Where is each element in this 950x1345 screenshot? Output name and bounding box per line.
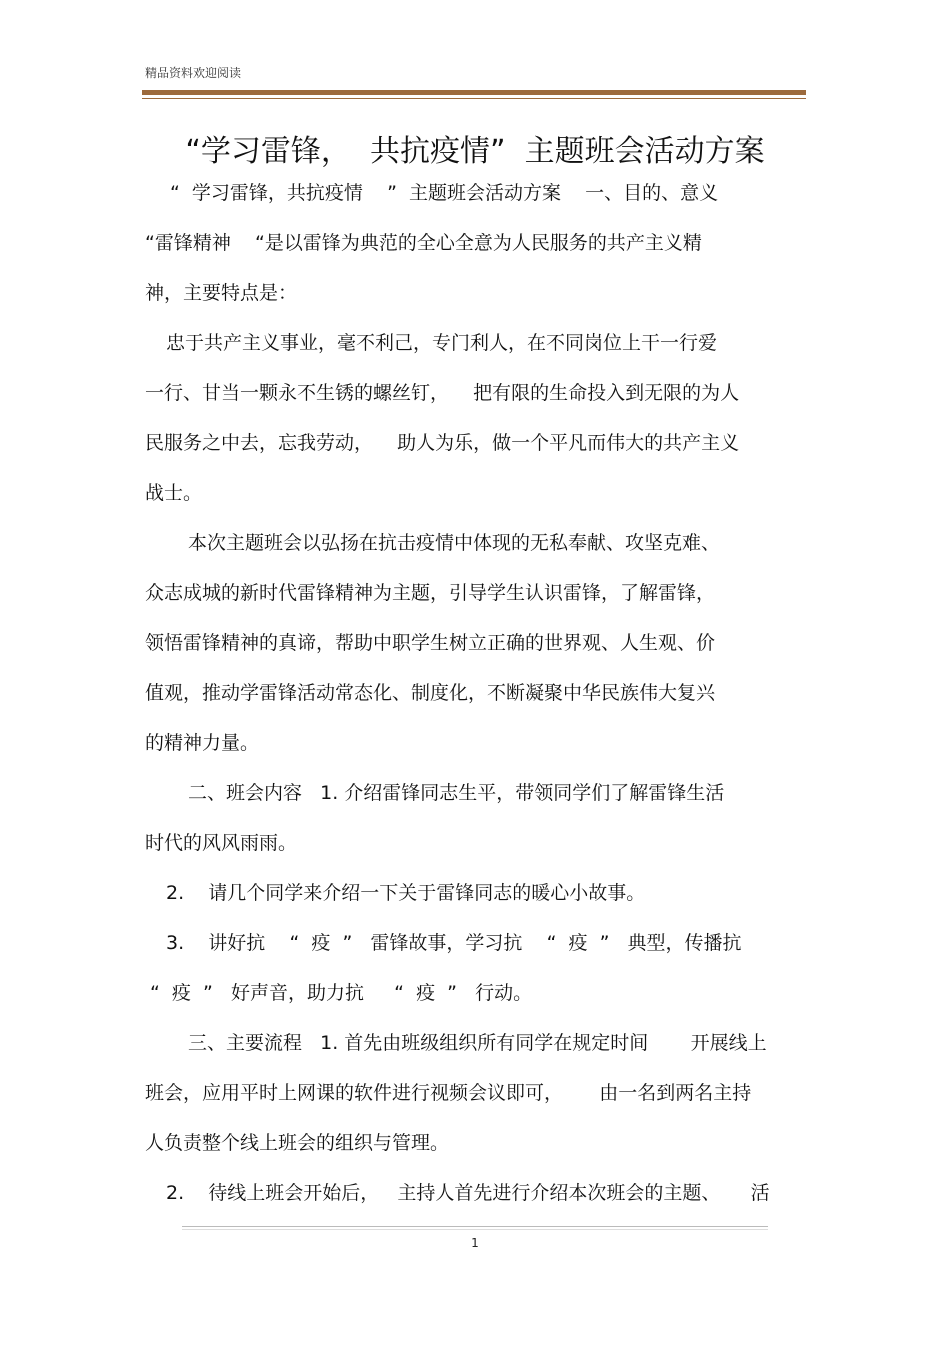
body-line: “ 疫 ” 好声音，助力抗 “ 疫 ” 行动。 xyxy=(150,982,533,1004)
body-line: 忠于共产主义事业，毫不利己，专门利人，在不同岗位上干一行爱 xyxy=(166,332,718,354)
page-number: 1 xyxy=(471,1236,479,1250)
body-line: 一行、甘当一颗永不生锈的螺丝钉， 把有限的生命投入到无限的为人 xyxy=(145,382,740,404)
document-title: “学习雷锋， 共抗疫情” 主题班会活动方案 xyxy=(185,134,765,169)
body-line: 三、主要流程 1. 首先由班级组织所有同学在规定时间 开展线上 xyxy=(188,1032,767,1054)
header-rule-thick xyxy=(142,90,806,95)
body-line: 领悟雷锋精神的真谛，帮助中职学生树立正确的世界观、人生观、价 xyxy=(145,632,716,654)
body-line: 2. 待线上班会开始后， 主持人首先进行介绍本次班会的主题、 活 xyxy=(166,1182,770,1204)
body-line: 3. 讲好抗 “ 疫 ” 雷锋故事，学习抗 “ 疫 ” 典型，传播抗 xyxy=(166,932,742,954)
body-line: 二、班会内容 1. 介绍雷锋同志生平，带领同学们了解雷锋生活 xyxy=(188,782,725,804)
footer-rule xyxy=(182,1226,768,1227)
body-line: 班会，应用平时上网课的软件进行视频会议即可， 由一名到两名主持 xyxy=(145,1082,752,1104)
body-line: 人负责整个线上班会的组织与管理。 xyxy=(145,1132,450,1154)
body-line: 时代的风风雨雨。 xyxy=(145,832,298,854)
body-line: 值观，推动学雷锋活动常态化、制度化，不断凝聚中华民族伟大复兴 xyxy=(145,682,716,704)
body-line: 民服务之中去，忘我劳动， 助人为乐，做一个平凡而伟大的共产主义 xyxy=(145,432,740,454)
body-line: 战士。 xyxy=(145,482,203,504)
footer-rule-shadow xyxy=(182,1229,768,1230)
body-line: “ 学习雷锋，共抗疫情 ” 主题班会活动方案 一、目的、意义 xyxy=(170,182,719,204)
body-line: 本次主题班会以弘扬在抗击疫情中体现的无私奉献、攻坚克难、 xyxy=(188,532,721,554)
header-text: 精品资料欢迎阅读 xyxy=(145,66,242,80)
body-line: 神，主要特点是： xyxy=(145,282,298,304)
header-rule-thin xyxy=(142,98,806,99)
body-line: “雷锋精神 “是以雷锋为典范的全心全意为人民服务的共产主义精 xyxy=(145,232,702,254)
body-line: 2. 请几个同学来介绍一下关于雷锋同志的暖心小故事。 xyxy=(166,882,646,904)
body-line: 的精神力量。 xyxy=(145,732,260,754)
body-line: 众志成城的新时代雷锋精神为主题，引导学生认识雷锋，了解雷锋， xyxy=(145,582,716,604)
